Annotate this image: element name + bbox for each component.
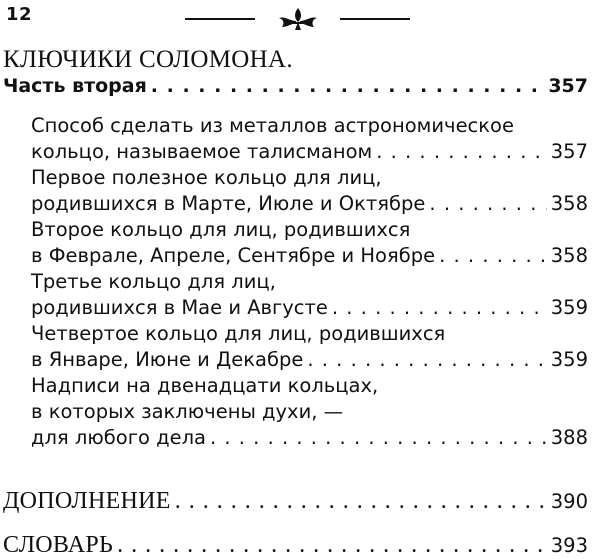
toc-subtitle-text: Часть вторая	[3, 75, 147, 97]
toc-entry-line: Первое полезное кольцо для лиц,	[31, 166, 382, 189]
dot-leader	[175, 488, 547, 514]
dot-leader	[429, 191, 546, 217]
toc-page-number: 393	[550, 534, 588, 557]
toc-page-number: 357	[548, 75, 588, 97]
toc-entry-last-line[interactable]	[31, 139, 588, 165]
dot-leader	[210, 425, 547, 451]
toc-glossary-text: СЛОВАРЬ	[3, 532, 114, 558]
dot-leader	[117, 532, 547, 558]
toc-entry-text: для любого дела	[31, 426, 206, 449]
toc-entry-line: Надписи на двенадцати кольцах,	[31, 374, 379, 397]
toc-entry-text: родившихся в Мае и Августе	[31, 296, 328, 319]
toc-entry-last-line[interactable]	[31, 243, 588, 269]
header-ornament	[185, 7, 410, 31]
toc-entry-last-line[interactable]	[31, 191, 588, 217]
toc-page-number: 390	[550, 490, 588, 513]
dot-leader	[439, 243, 547, 269]
toc-page-number: 388	[550, 426, 588, 449]
ornament-rule-right	[340, 18, 410, 20]
toc-appendix-text: ДОПОЛНЕНИЕ	[3, 488, 171, 514]
toc-line-subtitle[interactable]	[3, 73, 588, 99]
toc-entry-text: родившихся в Марте, Июле и Октябре	[31, 192, 426, 215]
toc-entry-line: Второе кольцо для лиц, родившихся	[31, 218, 411, 241]
dot-leader	[151, 73, 545, 99]
toc-entry-line: в которых заключены духи, —	[31, 400, 344, 423]
toc-entry-line: Третье кольцо для лиц,	[31, 270, 276, 293]
toc-entry-line: Четвертое кольцо для лиц, родившихся	[31, 322, 446, 345]
toc-page-number: 358	[550, 244, 588, 267]
dot-leader	[307, 347, 546, 373]
fleur-de-lis-icon	[273, 7, 323, 31]
dot-leader	[376, 139, 547, 165]
toc-page-number: 357	[550, 140, 588, 163]
toc-line-glossary[interactable]	[3, 532, 588, 559]
toc-page-number: 359	[550, 348, 588, 371]
toc-entry-line: Способ сделать из металлов астрономическое	[31, 114, 514, 137]
toc-entry-last-line[interactable]	[31, 347, 588, 373]
toc-page-number: 358	[550, 192, 588, 215]
toc-line-appendix[interactable]	[3, 488, 588, 515]
section-title: КЛЮЧИКИ СОЛОМОНА.	[3, 46, 293, 73]
dot-leader	[332, 295, 547, 321]
toc-entry-last-line[interactable]	[31, 295, 588, 321]
toc-entry-text: в Январе, Июне и Декабре	[31, 348, 304, 371]
page-number: 12	[6, 4, 33, 25]
toc-entry-text: кольцо, называемое талисманом	[31, 140, 373, 163]
ornament-rule-left	[185, 18, 255, 20]
toc-page-number: 359	[550, 296, 588, 319]
toc-entry-last-line[interactable]	[31, 425, 588, 451]
toc-entry-text: в Феврале, Апреле, Сентябре и Ноябре	[31, 244, 436, 267]
